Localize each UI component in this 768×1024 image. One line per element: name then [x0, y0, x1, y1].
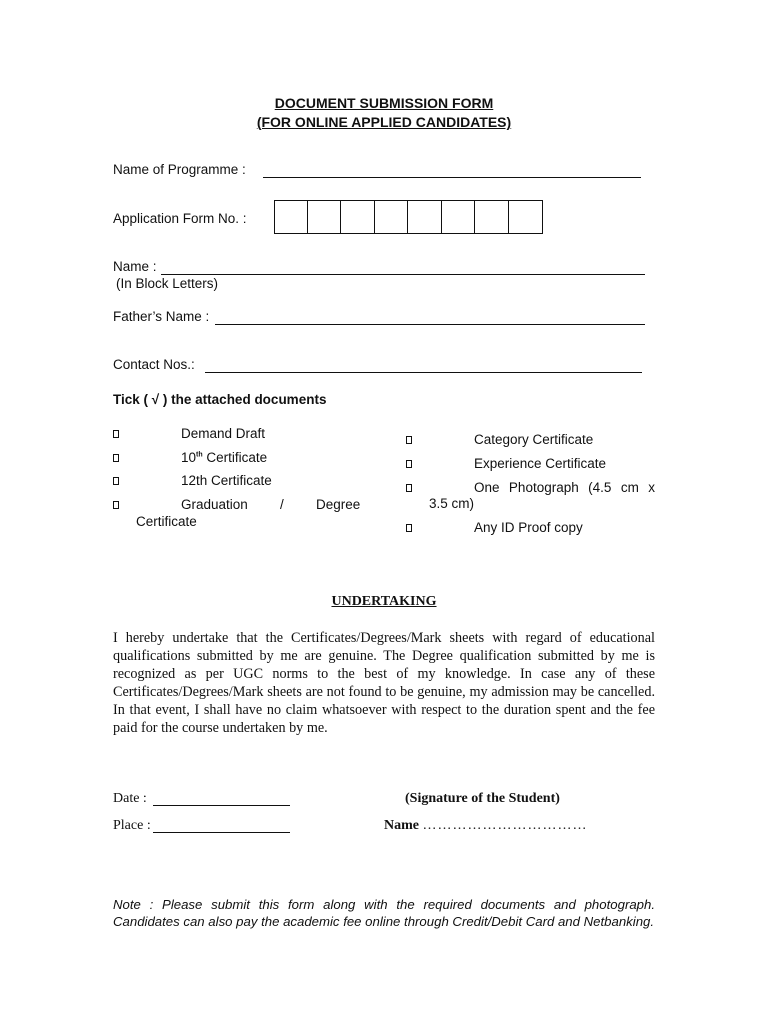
checkbox-10th-certificate[interactable]	[113, 454, 119, 462]
doc-10th-text: Certificate	[202, 450, 268, 465]
application-number-box[interactable]	[474, 200, 509, 234]
father-name-label: Father’s Name :	[113, 309, 210, 324]
doc-photograph-line1: One Photograph (4.5 cm x	[474, 480, 655, 495]
doc-id-proof: Any ID Proof copy	[474, 520, 583, 535]
doc-10th-certificate	[181, 450, 267, 465]
checkbox-experience-certificate[interactable]	[406, 460, 412, 468]
application-number-box[interactable]	[374, 200, 408, 234]
doc-10th-number: 10	[181, 450, 197, 465]
doc-experience-certificate: Experience Certificate	[474, 456, 607, 471]
checkbox-demand-draft[interactable]	[113, 430, 119, 438]
place-input-line[interactable]	[153, 832, 290, 833]
student-name-label: Name	[384, 818, 419, 833]
checkbox-graduation-degree[interactable]	[113, 501, 119, 509]
doc-graduation: Graduation	[181, 497, 248, 512]
contact-label: Contact Nos.:	[113, 357, 195, 372]
undertaking-text: I hereby undertake that the Certificates/Degrees/Mark sheets with regard of educational qualifications submitted by me are genuine. The Degree qualification submitted by me is recognized as per UGC norms to the best of my knowledge. In case any of these Certificates/Degrees/Mark sheets are not found to be genuine, my admission may be cancelled. In that event, I shall have no claim whatsoever with respect to the duration spent and the fee paid for the course undertaken by me.	[113, 630, 655, 736]
application-number-box[interactable]	[407, 200, 442, 234]
doc-10th-superscript: th	[196, 451, 203, 459]
student-name-dots: ……………………………	[422, 818, 588, 833]
doc-certificate: Certificate	[136, 514, 197, 529]
application-number-label: Application Form No. :	[113, 211, 247, 226]
doc-demand-draft: Demand Draft	[181, 426, 266, 441]
doc-12th-certificate: 12th Certificate	[181, 473, 272, 488]
application-number-box[interactable]	[274, 200, 308, 234]
form-title: DOCUMENT SUBMISSION FORM	[274, 95, 494, 111]
contact-input-line[interactable]	[205, 372, 642, 373]
name-label: Name :	[113, 259, 157, 274]
checkbox-category-certificate[interactable]	[406, 436, 412, 444]
application-number-box[interactable]	[508, 200, 543, 234]
doc-degree: Degree	[316, 497, 361, 512]
checkbox-id-proof[interactable]	[406, 524, 412, 532]
documents-heading: Tick ( √ ) the attached documents	[113, 392, 327, 407]
programme-input-line[interactable]	[263, 177, 641, 178]
doc-category-certificate: Category Certificate	[474, 432, 594, 447]
checkbox-12th-certificate[interactable]	[113, 477, 119, 485]
place-label: Place :	[113, 818, 151, 833]
date-label: Date :	[113, 791, 147, 806]
date-input-line[interactable]	[153, 805, 290, 806]
student-name-field	[384, 818, 588, 834]
application-number-box[interactable]	[441, 200, 475, 234]
doc-photograph-line2: 3.5 cm)	[429, 496, 475, 511]
application-number-box[interactable]	[307, 200, 341, 234]
programme-label: Name of Programme :	[113, 162, 246, 177]
name-hint: (In Block Letters)	[116, 276, 219, 291]
footer-note: Note : Please submit this form along with the required documents and photograph. Candidates can also pay the academic fee online through Credit/Debit Card and Netbanking.	[113, 897, 655, 929]
form-subtitle: (FOR ONLINE APPLIED CANDIDATES)	[256, 114, 512, 130]
undertaking-heading: UNDERTAKING	[331, 594, 437, 609]
checkbox-photograph[interactable]	[406, 484, 412, 492]
father-name-input-line[interactable]	[215, 324, 645, 325]
application-number-box[interactable]	[340, 200, 375, 234]
signature-label: (Signature of the Student)	[405, 791, 560, 806]
name-input-line[interactable]	[161, 274, 645, 275]
doc-slash: /	[280, 497, 284, 512]
